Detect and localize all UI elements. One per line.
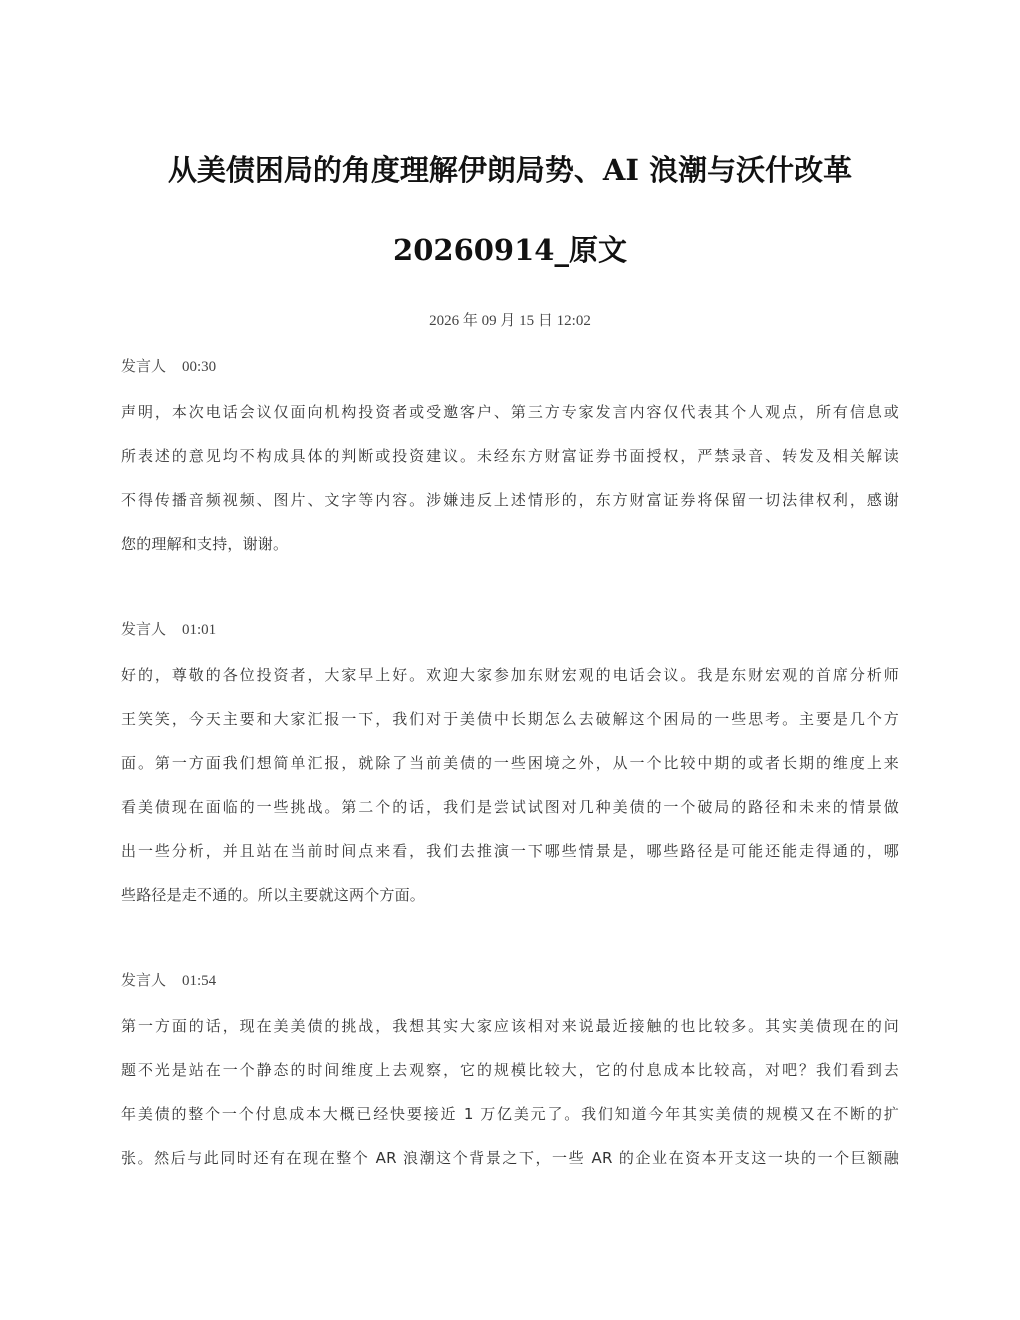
speaker-label: 发言人 bbox=[121, 620, 167, 638]
document-title: 从美债困局的角度理解伊朗局势、AI 浪潮与沃什改革 bbox=[167, 153, 853, 187]
paragraph-line: 您的理解和支持，谢谢。 bbox=[121, 535, 289, 553]
transcript-section bbox=[121, 619, 899, 917]
paragraph-line: 年美债的整个一个付息成本大概已经快要接近 1 万亿美元了。我们知道今年其实美债的规模又在不断的扩 bbox=[121, 1105, 899, 1123]
paragraph-line: 出一些分析，并且站在当前时间点来看，我们去推演一下哪些情景是，哪些路径是可能还能走得通的，哪 bbox=[121, 842, 899, 860]
document-date: 2026 年 09 月 15 日 12:02 bbox=[429, 313, 591, 329]
paragraph-line: 面。第一方面我们想简单汇报，就除了当前美债的一些困境之外，从一个比较中期的或者长期的维度上来 bbox=[121, 754, 899, 772]
paragraph-line: 所表述的意见均不构成具体的判断或投资建议。未经东方财富证券书面授权，严禁录音、转发及相关解读 bbox=[121, 447, 899, 465]
paragraph-line: 王笑笑，今天主要和大家汇报一下，我们对于美债中长期怎么去破解这个困局的一些思考。主要是几个方 bbox=[121, 710, 899, 728]
speaker-timestamp: 01:01 bbox=[182, 622, 217, 638]
transcript-section bbox=[121, 356, 899, 566]
speaker-timestamp: 00:30 bbox=[182, 359, 217, 375]
speaker-timestamp: 01:54 bbox=[182, 973, 217, 989]
paragraph-line: 声明，本次电话会议仅面向机构投资者或受邀客户、第三方专家发言内容仅代表其个人观点，所有信息或 bbox=[121, 403, 899, 421]
paragraph-line: 第一方面的话，现在美美债的挑战，我想其实大家应该相对来说最近接触的也比较多。其实美债现在的问 bbox=[121, 1017, 899, 1035]
speaker-label: 发言人 bbox=[121, 971, 167, 989]
paragraph-line: 题不光是站在一个静态的时间维度上去观察，它的规模比较大，它的付息成本比较高，对吧？我们看到去 bbox=[121, 1061, 899, 1079]
paragraph-line: 些路径是走不通的。所以主要就这两个方面。 bbox=[121, 886, 426, 904]
document-title-suffix: 20260914_原文 bbox=[393, 233, 627, 267]
speaker-header bbox=[121, 356, 899, 376]
paragraph-line: 不得传播音频视频、图片、文字等内容。涉嫌违反上述情形的，东方财富证券将保留一切法律权利，感谢 bbox=[121, 491, 899, 509]
speaker-label: 发言人 bbox=[121, 357, 167, 375]
paragraph-line: 好的，尊敬的各位投资者，大家早上好。欢迎大家参加东财宏观的电话会议。我是东财宏观的首席分析师 bbox=[121, 666, 899, 684]
transcript-section bbox=[121, 970, 899, 1180]
paragraph-line: 张。然后与此同时还有在现在整个 AR 浪潮这个背景之下，一些 AR 的企业在资本开支这一块的一个巨额融 bbox=[121, 1149, 899, 1167]
paragraph-line: 看美债现在面临的一些挑战。第二个的话，我们是尝试试图对几种美债的一个破局的路径和未来的情景做 bbox=[121, 798, 899, 816]
transcript-paragraph bbox=[121, 390, 899, 566]
speaker-header bbox=[121, 970, 899, 990]
transcript-paragraph bbox=[121, 653, 899, 917]
transcript-paragraph bbox=[121, 1004, 899, 1180]
speaker-header bbox=[121, 619, 899, 639]
